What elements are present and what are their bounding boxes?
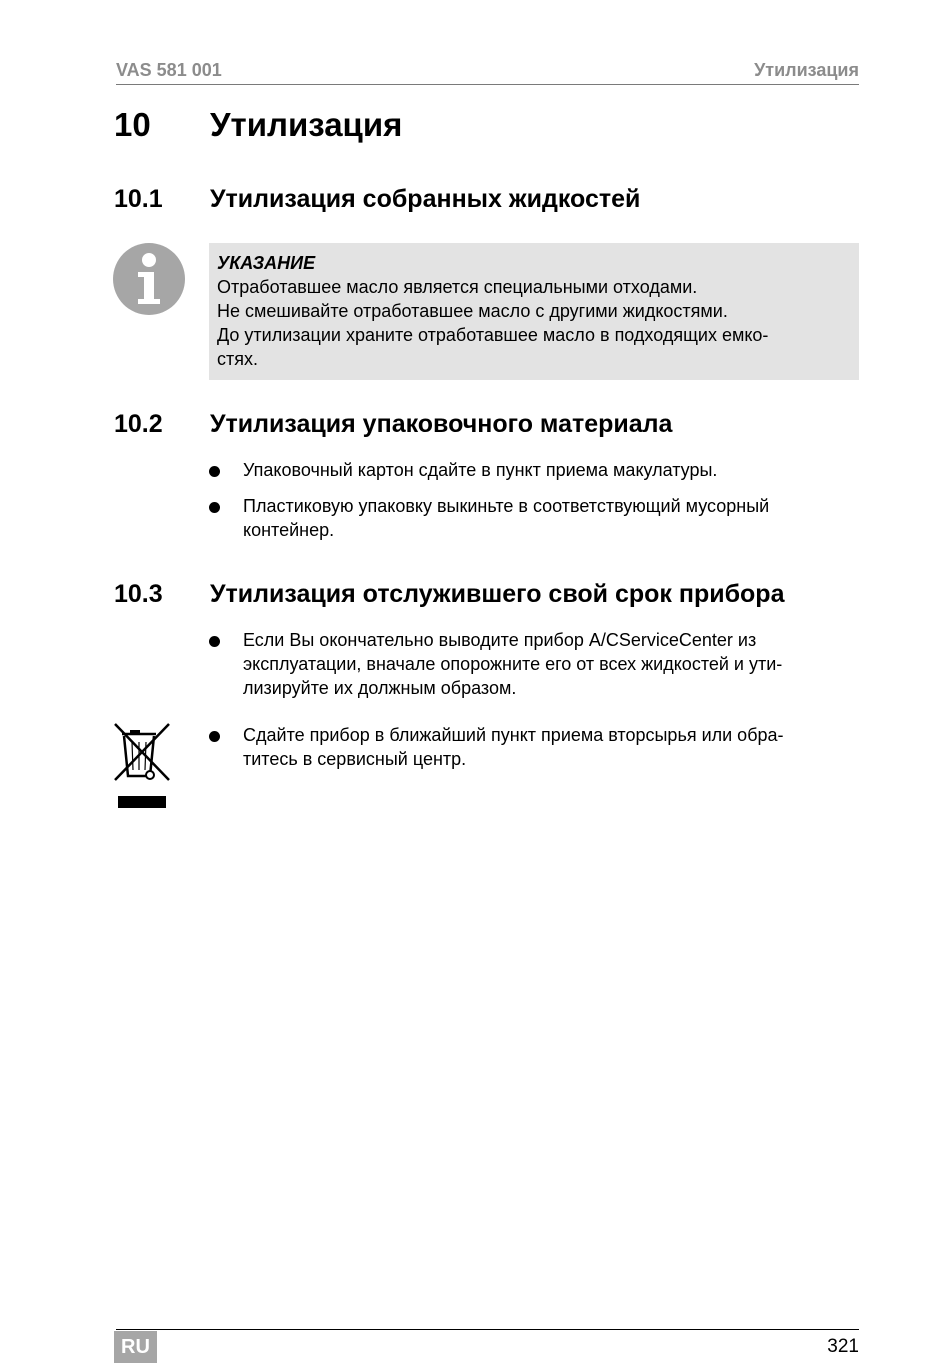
page-number: 321 [827, 1336, 859, 1357]
weee-crossed-bin-icon [112, 718, 172, 810]
section-heading-10-1 [114, 185, 641, 214]
list-item-line: Сдайте прибор в ближайший пункт приема вторсырья или обра- [243, 725, 784, 745]
section-heading-10-2 [114, 410, 673, 439]
chapter-title: Утилизация [210, 106, 403, 143]
list-item-line: контейнер. [243, 520, 335, 540]
header-section: Утилизация [754, 60, 859, 80]
note-label: УКАЗАНИЕ [217, 253, 316, 273]
section-title: Утилизация собранных жидкостей [210, 185, 641, 213]
bullet-icon [209, 636, 220, 647]
section-number: 10.1 [114, 185, 163, 213]
note-line: Не смешивайте отработавшее масло с другими жидкостями. [217, 301, 728, 321]
list-item-line: Упаковочный картон сдайте в пункт приема макулатуры. [243, 460, 718, 480]
section-title: Утилизация отслужившего свой срок прибора [210, 580, 785, 608]
list-item-line: Пластиковую упаковку выкиньте в соответствующий мусорный [243, 496, 770, 516]
info-icon [113, 243, 185, 315]
list-item-line: титесь в сервисный центр. [243, 749, 467, 769]
list-item [209, 628, 859, 700]
section-heading-10-3 [114, 580, 785, 609]
note-line: До утилизации храните отработавшее масло в подходящих емко- [217, 325, 769, 345]
note-line: Отработавшее масло является специальными отходами. [217, 277, 698, 297]
list-item [209, 458, 859, 482]
note-line: стях. [217, 349, 258, 369]
section-number: 10.3 [114, 580, 163, 608]
chapter-number: 10 [114, 106, 151, 143]
chapter-heading [114, 106, 403, 144]
footer-rule [116, 1329, 859, 1330]
language-badge: RU [114, 1331, 157, 1363]
section-number: 10.2 [114, 410, 163, 438]
list-item [209, 494, 859, 542]
bullet-icon [209, 502, 220, 513]
bullet-icon [209, 466, 220, 477]
list-item-line: лизируйте их должным образом. [243, 678, 517, 698]
list-item [209, 723, 859, 771]
list-item-line: Если Вы окончательно выводите прибор A/CServiceCenter из [243, 630, 757, 650]
header-rule [116, 84, 859, 85]
header-doc-id: VAS 581 001 [116, 60, 222, 80]
list-item-line: эксплуатации, вначале опорожните его от всех жидкостей и ути- [243, 654, 783, 674]
section-title: Утилизация упаковочного материала [210, 410, 673, 438]
bullet-icon [209, 731, 220, 742]
note-box [209, 243, 859, 380]
